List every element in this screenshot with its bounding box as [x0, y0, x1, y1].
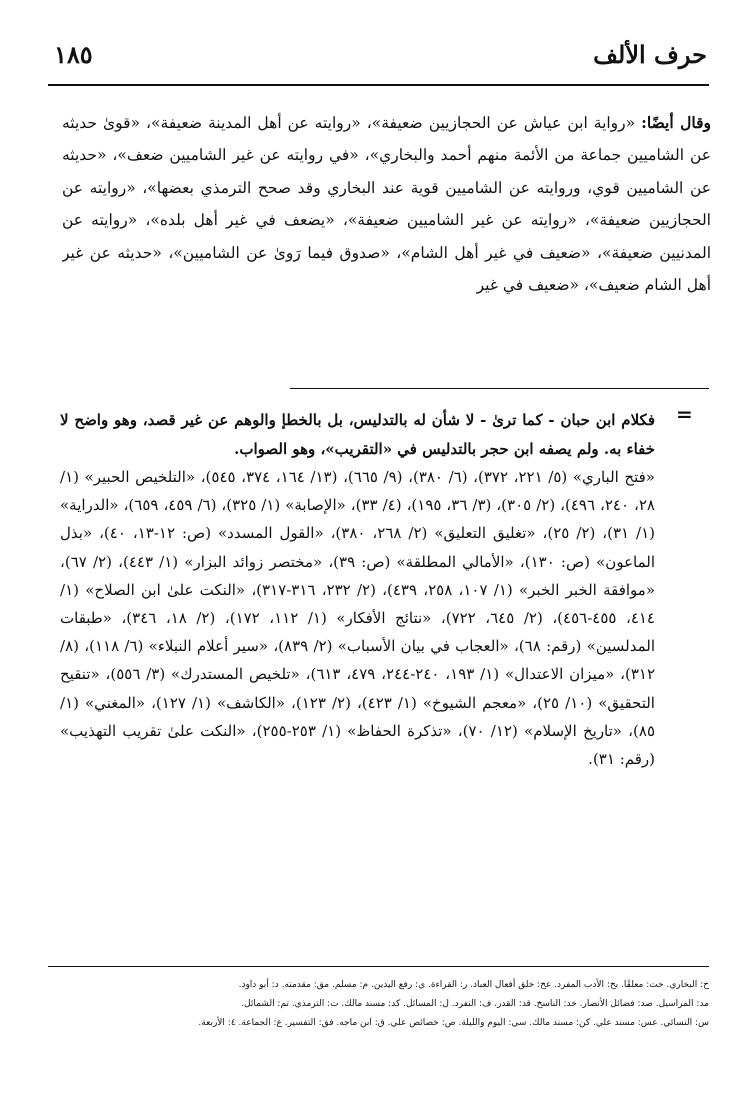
footnote-bold-text: فكلام ابن حبان - كما ترىٰ - لا شأن له بالتدليس، بل بالخطإ والوهم عن غير قصد، وهو واضح لا خفاء به. ولم يصفه ابن حجر بالتدليس في «التقريب»، وهو الصواب.	[60, 411, 655, 458]
page-number: ١٨٥	[54, 40, 93, 69]
main-text-block	[62, 107, 711, 377]
main-text-body: «رواية ابن عياش عن الحجازيين ضعيفة»، «روايته عن أهل المدينة ضعيفة»، «قوىٰ حديثه عن الشاميين جماعة من الأئمة منهم أحمد والبخاري»، «في روايته عن غير الشاميين ضعف»، «حديثه عن الشاميين قوي، وروايته عن الشاميين قوية عند البخاري وقد صحح الترمذي بعضها»، «روايته عن الحجازيين ضعيفة»، «روايته عن غير الشاميين ضعيفة»، «يضعف في غير أهل بلده»، «روايته عن المدنيين ضعيفة»، «ضعيف في غير أهل الشام»، «صدوق فيما رَوىٰ عن الشاميين»، «حديثه عن غير أهل الشام ضعيف»، «ضعيف في غير	[62, 114, 711, 295]
footnote-separator	[290, 388, 709, 389]
legend-line: مد: المراسيل. صد: فضائل الأنصار. خد: الناسخ. قد: القدر. ف: التفرد. ل: المسائل. كد: مسند مالك. ت: الترمذي. تم: الشمائل.	[241, 999, 709, 1009]
legend-line: س: النسائي. عس: مسند علي. كن: مسند مالك. سي: اليوم والليلة. ص: خصائص علي. ق: ابن ماجه. فق: التفسير. ع: الجماعة. ٤: الأربعة.	[198, 1018, 709, 1028]
legend-line: خ: البخاري. خت: معلقًا. بخ: الأدب المفرد. عخ: خلق أفعال العباد. ر: القراءة. ي: رفع اليدين. م: مسلم. مق: مقدمته. د: أبو داود.	[238, 980, 709, 990]
main-text-lead: وقال أيضًا:	[641, 113, 711, 132]
footnote-references: «فتح الباري» (٥/ ٢٢١، ٣٧٢)، (٦/ ٣٨٠)، (٩/ ٦٦٥)، (١٣/ ١٦٤، ٣٧٤، ٥٤٥)، «التلخيص الحبير» (١/ ٢٨، ٢٤٠، ٤٩٦)، (٢/ ٣٠٥)، (٣/ ٣٦، ١٩٥)، (٤/ ٣٣)، «الإصابة» (١/ ٣٢٥)، (٦/ ٤٥٩، ٦٥٩)، «الدراية» (١/ ٣١)، (٢/ ٢٥)، «تغليق التعليق» (٢/ ٢٦٨، ٣٨٠)، «القول المسدد» (ص: ١٢-١٣، ٤٠)، «بذل الماعون» (ص: ١٣٠)، «الأمالي المطلقة» (ص: ٣٩)، «مختصر زوائد البزار» (١/ ٤٤٣)، (٢/ ٦٧)، «موافقة الخبر الخبر» (١/ ١٠٧، ٢٥٨، ٤٣٩)، (٢/ ٢٣٢، ٣١٦-٣١٧)، «النكت علىٰ ابن الصلاح» (١/ ٤١٤، ٤٥٥-٤٥٦)، (٢/ ٦٤٥، ٧٢٢)، «نتائج الأفكار» (١/ ١١٢، ١٧٢)، (٢/ ١٨، ٣٤٦)، «طبقات المدلسين» (رقم: ٦٨)، «العجاب في بيان الأسباب» (٢/ ٨٣٩)، «سير أعلام النبلاء» (٦/ ١١٨)، (٨/ ٣١٢)، «ميزان الاعتدال» (١/ ١٩٣، ٢٤٠-٢٤٤، ٤٧٩، ٦١٣)، «تلخيص المستدرك» (٣/ ٥٥٦)، «تنقيح التحقيق» (١٠/ ٢٥)، «معجم الشيوخ» (١/ ٤٢٣)، (٢/ ١٢٣)، «الكاشف» (١/ ١٢٧)، «المغني» (١/ ٨٥)، «تاريخ الإسلام» (١٢/ ٧٠)، «تذكرة الحفاظ» (١/ ٢٥٣-٢٥٥)، «النكت علىٰ تقريب التهذيب» (رقم: ٣١).	[60, 468, 656, 769]
legend-separator	[48, 966, 709, 967]
footnote-continuation-mark: =	[676, 402, 693, 426]
abbreviation-legend	[48, 976, 709, 1033]
footnote-block	[60, 406, 655, 773]
header-rule	[48, 84, 709, 86]
chapter-title: حرف الألف	[593, 40, 707, 69]
